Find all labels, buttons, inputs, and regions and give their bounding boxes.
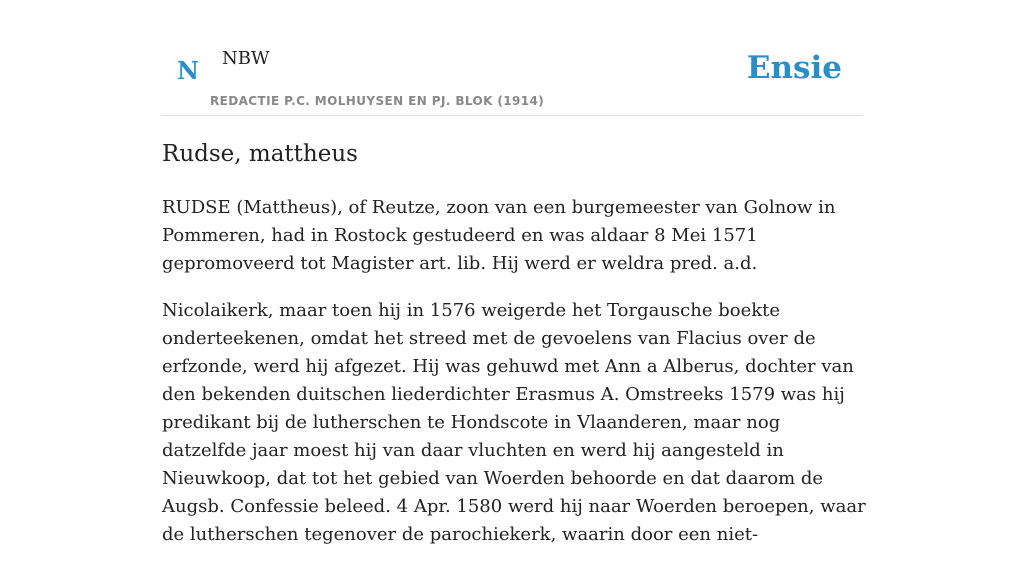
article-content (162, 138, 866, 568)
article-paragraph: RUDSE (Mattheus), of Reutze, zoon van een burgemeester van Golnow in Pommeren, had in Rostock gestudeerd en was aldaar 8 Mei 1571 gepromoveerd tot Magister art. lib. Hij werd er weldra pred. a.d. (162, 197, 836, 274)
ensie-logo-link[interactable]: Ensie (746, 50, 842, 86)
source-header (162, 40, 862, 116)
source-logo-letter[interactable]: N (177, 56, 199, 85)
source-subtitle: REDACTIE P.C. MOLHUYSEN EN PJ. BLOK (1914) (210, 94, 545, 108)
source-title[interactable]: NBW (222, 48, 270, 69)
article-paragraph: Nicolaikerk, maar toen hij in 1576 weigerde het Torgausche boekte onderteekenen, omdat het streed met de gevoelens van Flacius over de erfzonde, werd hij afgezet. Hij was gehuwd met Ann a Alberus, dochter van den bekenden duitschen liederdichter Erasmus A. Omstreeks 1579 was hij predikant bij de lutherschen te Hondscote in Vlaanderen, maar nog datzelfde jaar moest hij van daar vluchten en werd hij aangesteld in Nieuwkoop, dat tot het gebied van Woerden behoorde en dat daarom de Augsb. Confessie beleed. 4 Apr. 1580 werd hij naar Woerden beroepen, waar de lutherschen tegenover de parochiekerk, waarin door een niet- (162, 300, 866, 545)
article-title: Rudse, mattheus (162, 141, 358, 167)
